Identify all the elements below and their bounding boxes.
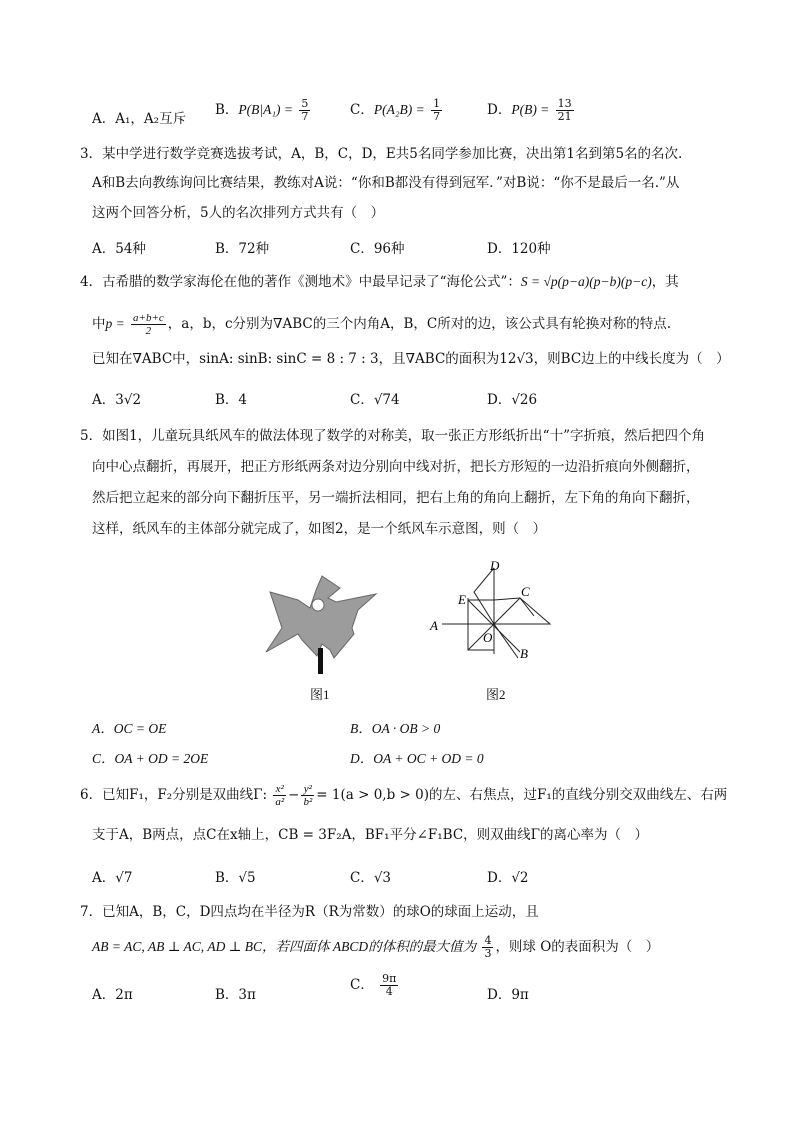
q3-line-1: 3．某中学进行数学竞赛选拔考试，A，B，C，D，E共5名同学参加比赛，决出第1名到第5名的名次. <box>80 146 683 162</box>
y2-over-b2 <box>301 783 314 808</box>
q2-option-c-prefix: C． <box>350 102 374 118</box>
q6-option-a: A．√7 <box>92 870 133 886</box>
q7-line-2-head: AB = AC, AB ⊥ AC, AD ⊥ BC，若四面体 ABCD的体积的最大值为 <box>92 939 477 954</box>
volume-fraction <box>482 935 493 960</box>
q3-line-3: 这两个回答分析，5人的名次排列方式共有（ ） <box>92 205 385 221</box>
numerator: x² <box>273 783 286 796</box>
q2-option-b <box>215 98 312 123</box>
denominator: 21 <box>557 110 572 123</box>
q7-line-1: 7．已知A，B，C，D四点均在半径为R（R为常数）的球O的球面上运动，且 <box>80 904 539 920</box>
q4-option-d: D．√26 <box>487 392 538 408</box>
q4-line-2 <box>92 312 671 337</box>
q5-line-3: 然后把立起来的部分向下翻折压平，另一端折法相同，把右上角的角向上翻折，左下角的角向下翻折， <box>92 490 700 506</box>
q5-line-4: 这样，纸风车的主体部分就完成了，如图2，是一个纸风车示意图，则（ ） <box>92 521 547 537</box>
q4-option-b: B．4 <box>215 392 248 408</box>
q6-line-1: 6．已知F₁，F₂分别是双曲线Γ: $\frac{\text{x²}}{\text{a²}}$ − $\frac{\text{y²}}{\text{b²}}$ = 1(a > 0,b > 0)的左、右焦点，过F₁的直线分别交双曲线左、右两 <box>80 783 728 808</box>
q7-option-b: B．3π <box>215 987 256 1003</box>
q5-option-b: B．OA · OB > 0 <box>350 721 441 736</box>
q6-option-c: C．√3 <box>350 870 392 886</box>
denominator: 2 <box>145 325 152 337</box>
q5-option-c: C．OA + OD = 2OE <box>92 751 209 766</box>
q3-option-b: B．72种 <box>215 241 270 257</box>
figure-1-pinwheel <box>262 570 382 678</box>
x2-over-a2 <box>273 783 286 808</box>
label-D: D <box>490 558 500 573</box>
label-A: A <box>430 618 438 633</box>
q4-line-2-text: ，a，b，c分别为∇ABC的三个内角A，B，C所对的边，该公式具有轮换对称的特点. <box>167 316 671 332</box>
numerator: a+b+c <box>133 312 164 324</box>
p-symbol: p = <box>105 316 125 331</box>
q4-option-c: C．√74 <box>350 392 400 408</box>
q7-option-c <box>350 973 400 998</box>
q3-line-2: A和B去向教练询问比赛结果，教练对A说：“你和B都没有得到冠军．”对B说：“你不是最后一名.”从 <box>92 175 680 191</box>
q6-line-1-tail: = 1(a > 0,b > 0)的左、右焦点，过F₁的直线分别交双曲线左、右两 <box>316 787 728 803</box>
label-B: B <box>520 646 528 661</box>
numerator: 5 <box>301 97 309 110</box>
q2-option-b-expr: P(B|A₁) = <box>238 102 294 117</box>
q6-line-1-head: 6．已知F₁，F₂分别是双曲线Γ: <box>80 787 268 803</box>
q4-line-3: 已知在∇ABC中，sinA: sinB: sinC = 8 : 7 : 3，且∇ABC的面积为12√3，则BC边上的中线长度为（ ） <box>92 351 730 367</box>
q2-option-d-prefix: D． <box>487 102 512 118</box>
q2-option-a: A．A₁，A₂互斥 <box>92 111 187 127</box>
numerator: 9π <box>382 972 397 985</box>
denominator: b² <box>303 796 313 808</box>
denominator: 7 <box>301 110 309 123</box>
q5-line-2: 向中心点翻折，再展开，把正方形纸两条对边分别向中线对折，把长方形短的一边沿折痕向外侧翻折， <box>92 459 700 475</box>
q2-option-c-expr: P(A₂B) = <box>373 102 425 117</box>
q3-option-d: D．120种 <box>487 241 551 257</box>
label-E: E <box>458 592 466 607</box>
denominator: a² <box>275 796 285 808</box>
q2-option-d-expr: P(B) = <box>511 102 550 117</box>
denominator: 3 <box>484 947 492 960</box>
q2-option-d-fraction <box>556 98 574 123</box>
q4-line-2-head: 中 <box>92 316 106 332</box>
pinwheel-stick <box>318 648 323 674</box>
q6-option-b: B．√5 <box>215 870 256 886</box>
q4-line-1 <box>80 273 679 291</box>
label-O: O <box>483 630 493 645</box>
q7-option-c-prefix: C． <box>350 977 374 993</box>
q2-option-c <box>350 98 444 123</box>
q2-option-b-prefix: B． <box>215 102 239 118</box>
q7-line-2 <box>92 935 659 960</box>
q4-line-1-tail: ，其 <box>651 274 679 290</box>
pinwheel-body <box>266 576 376 658</box>
q7-line-2-tail: ，则球 O的表面积为（ ） <box>495 939 660 955</box>
denominator: 4 <box>385 985 393 998</box>
q2-option-c-fraction <box>431 98 442 123</box>
figure-2-caption: 图2 <box>486 687 506 702</box>
heron-formula: S = √p(p−a)(p−b)(p−c) <box>520 274 652 289</box>
q6-line-2: 支于A，B两点，点C在x轴上，CB = 3F₂A，BF₁平分∠F₁BC，则双曲线Γ的离心率为（ ） <box>92 827 649 843</box>
numerator: 1 <box>433 97 441 110</box>
label-C: C <box>521 584 530 599</box>
q7-option-c-fraction <box>380 973 398 998</box>
figure-1-caption: 图1 <box>310 687 330 702</box>
q4-option-a: A．3√2 <box>92 392 142 408</box>
numerator: 4 <box>484 934 492 947</box>
diagram-lines <box>442 568 550 658</box>
q5-line-1: 5．如图1，儿童玩具纸风车的做法体现了数学的对称美，取一张正方形纸折出“十”字折痕，然后把四个角 <box>80 428 705 444</box>
denominator: 7 <box>433 110 441 123</box>
q6-option-d: D．√2 <box>487 870 529 886</box>
q5-option-a: A．OC = OE <box>92 721 167 736</box>
numerator: 13 <box>557 97 572 110</box>
q2-option-b-fraction <box>299 98 310 123</box>
q7-option-d: D．9π <box>487 987 529 1003</box>
q3-option-a: A．54种 <box>92 241 146 257</box>
figure-2-diagram <box>428 558 558 676</box>
pinwheel-center-hole <box>312 599 324 611</box>
q3-option-c: C．96种 <box>350 241 405 257</box>
q7-option-a: A．2π <box>92 987 133 1003</box>
q4-line-1-text: 4．古希腊的数学家海伦在他的著作《测地术》中最早记录了“海伦公式”： <box>80 274 521 290</box>
p-fraction <box>131 312 166 337</box>
q5-option-d: D．OA + OC + OD = 0 <box>350 751 484 766</box>
numerator: y² <box>301 783 314 796</box>
q2-option-d <box>487 98 576 123</box>
